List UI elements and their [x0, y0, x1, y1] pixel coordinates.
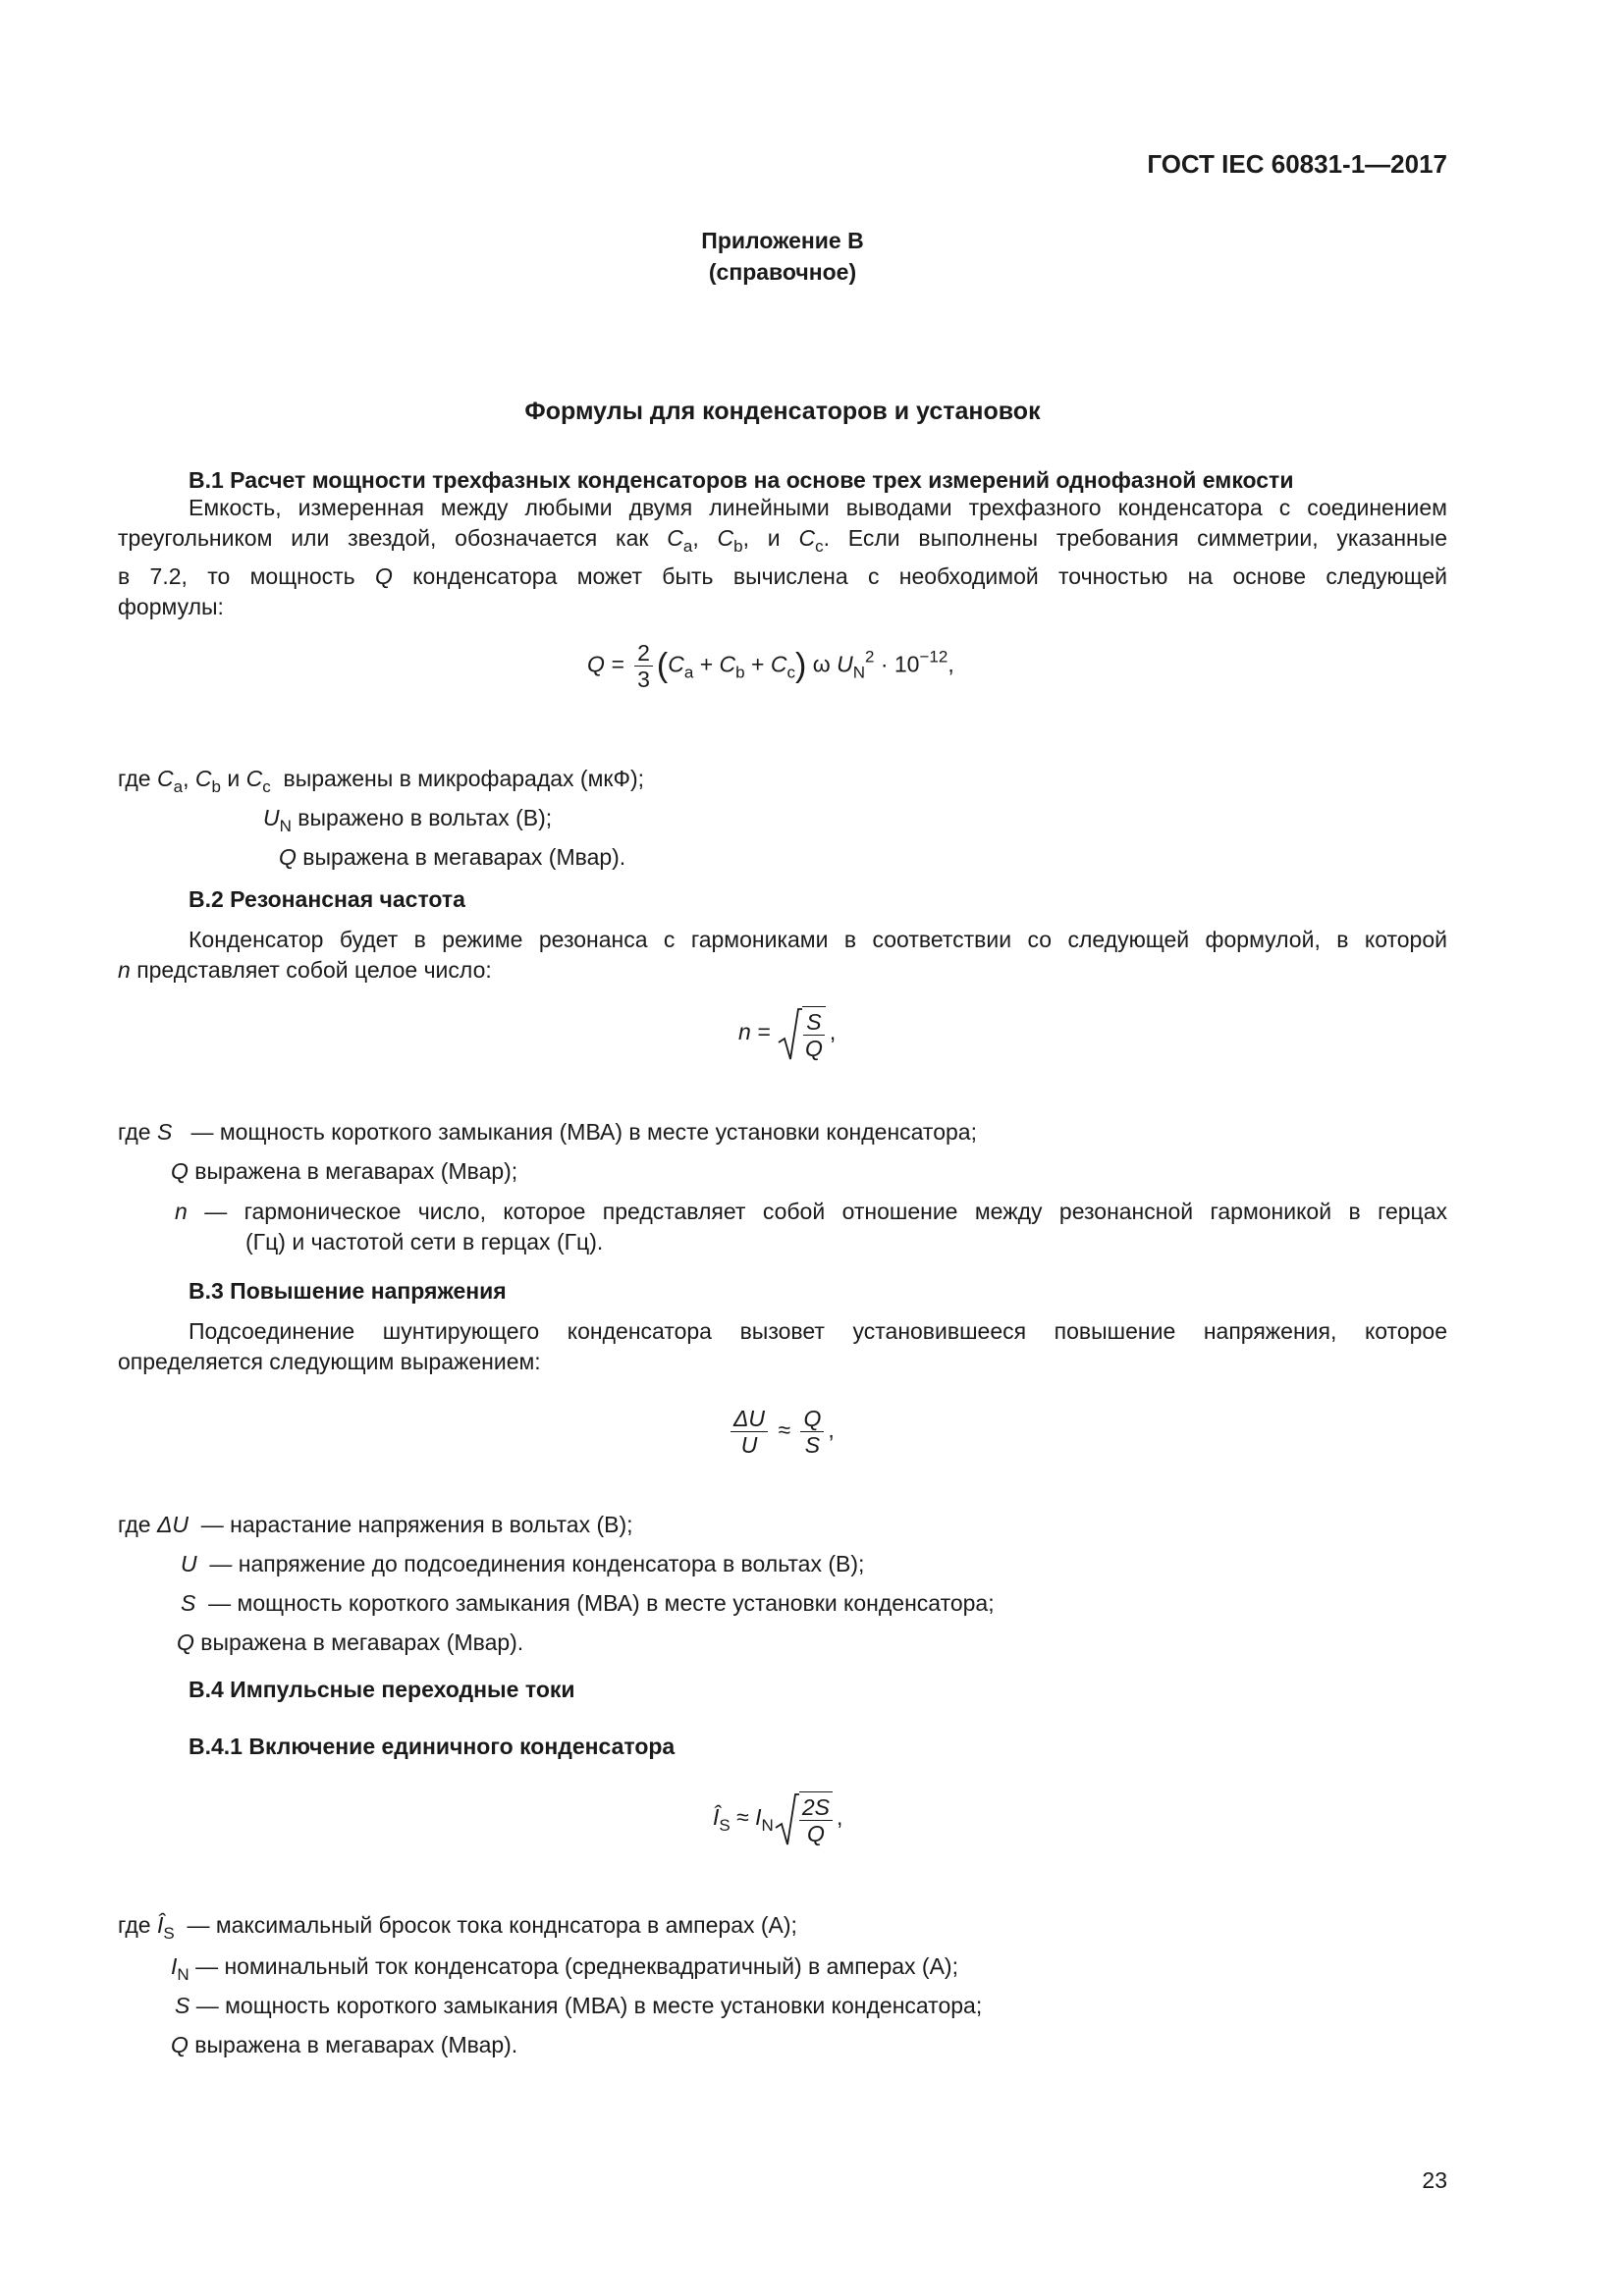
section-b3-paragraph: Подсоединение шунтирующего конденсатора вызовет установившееся повышение напряжения, которое определяется следующим выражением:: [118, 1318, 1447, 1374]
b2-where-line1: где S — мощность короткого замыкания (МВА) в месте установки конденсатора;: [118, 1119, 977, 1145]
b2-where-line3: n — гармоническое число, которое представляет собой отношение между резонансной гармоникой в герцах (Гц) и частотой сети в герцах (Гц).: [175, 1199, 1447, 1255]
b1-where-line1: где $C_a$, $C_b$ и $C_c$ выражены в микрофарадах (мкФ);: [118, 766, 645, 796]
appendix-title: Приложение В: [701, 228, 864, 253]
appendix-type: (справочное): [708, 259, 857, 285]
formula-b41: $Î_S \approx I_N$ $\frac{2S}{Q}$ ,: [713, 1790, 842, 1847]
section-b1-paragraph: Емкость, измеренная между любыми двумя линейными выводами трехфазного конденсатора с соединением треугольником или звездой, обозначается как $C_a$, $C_b$, и $C_c$. Если выполнены требования симметрии, указанные в 7.2, то мощность Q конденсатора может быть вычислена с необходимой точностью на основе следующей формулы:: [118, 495, 1448, 619]
b2-where-line2: Q выражена в мегаварах (Мвар);: [171, 1158, 518, 1184]
b3-where-line1: где ΔU — нарастание напряжения в вольтах (В);: [118, 1512, 633, 1537]
b1-where-line3: Q выражена в мегаварах (Мвар).: [279, 844, 626, 870]
b3-where-line2: U — напряжение до подсоединения конденсатора в вольтах (В);: [181, 1551, 865, 1576]
section-b1-heading: В.1 Расчет мощности трехфазных конденсаторов на основе трех измерений однофазной емкости: [189, 467, 1294, 493]
main-title: Формулы для конденсаторов и установок: [524, 398, 1041, 425]
section-b3-heading: В.3 Повышение напряжения: [189, 1278, 507, 1304]
page-number: 23: [1422, 2167, 1447, 2193]
b4-where-line2: $I_N$ — номинальный ток конденсатора (среднеквадратичный) в амперах (А);: [171, 1953, 958, 1984]
formula-b1: Q = $\frac{2}{3}$ $(C_a + C_b + C_c)$ ω $U_N^2 \cdot 10^{-12}$,: [587, 640, 954, 692]
section-b2-heading: В.2 Резонансная частота: [189, 886, 465, 912]
formula-b2: n = $\frac{S}{Q}$ ,: [738, 1005, 836, 1062]
b4-where-line4: Q выражена в мегаварах (Мвар).: [171, 2032, 518, 2057]
sqrt-icon: [774, 1790, 799, 1847]
formula-b3: $\frac{\Delta U}{U}$ ≈ $\frac{Q}{S}$ ,: [727, 1406, 835, 1458]
sqrt-icon: [777, 1005, 802, 1062]
b4-where-line3: S — мощность короткого замыкания (МВА) в месте установки конденсатора;: [175, 1993, 983, 2018]
section-b2-paragraph: Конденсатор будет в режиме резонанса с гармониками в соответствии со следующей формулой, в которой n представляет собой целое число:: [118, 927, 1447, 983]
section-b41-heading: В.4.1 Включение единичного конденсатора: [189, 1734, 676, 1759]
b3-where-line3: S — мощность короткого замыкания (МВА) в месте установки конденсатора;: [181, 1590, 995, 1616]
section-b4-heading: В.4 Импульсные переходные токи: [189, 1677, 575, 1702]
b3-where-line4: Q выражена в мегаварах (Мвар).: [177, 1629, 524, 1655]
document-code: ГОСТ IEC 60831-1—2017: [1147, 149, 1447, 179]
b4-where-line1: где $Î_S$ — максимальный бросок тока конднсатора в амперах (А);: [118, 1912, 797, 1943]
b1-where-line2: $U_N$ выражено в вольтах (В);: [263, 805, 553, 835]
